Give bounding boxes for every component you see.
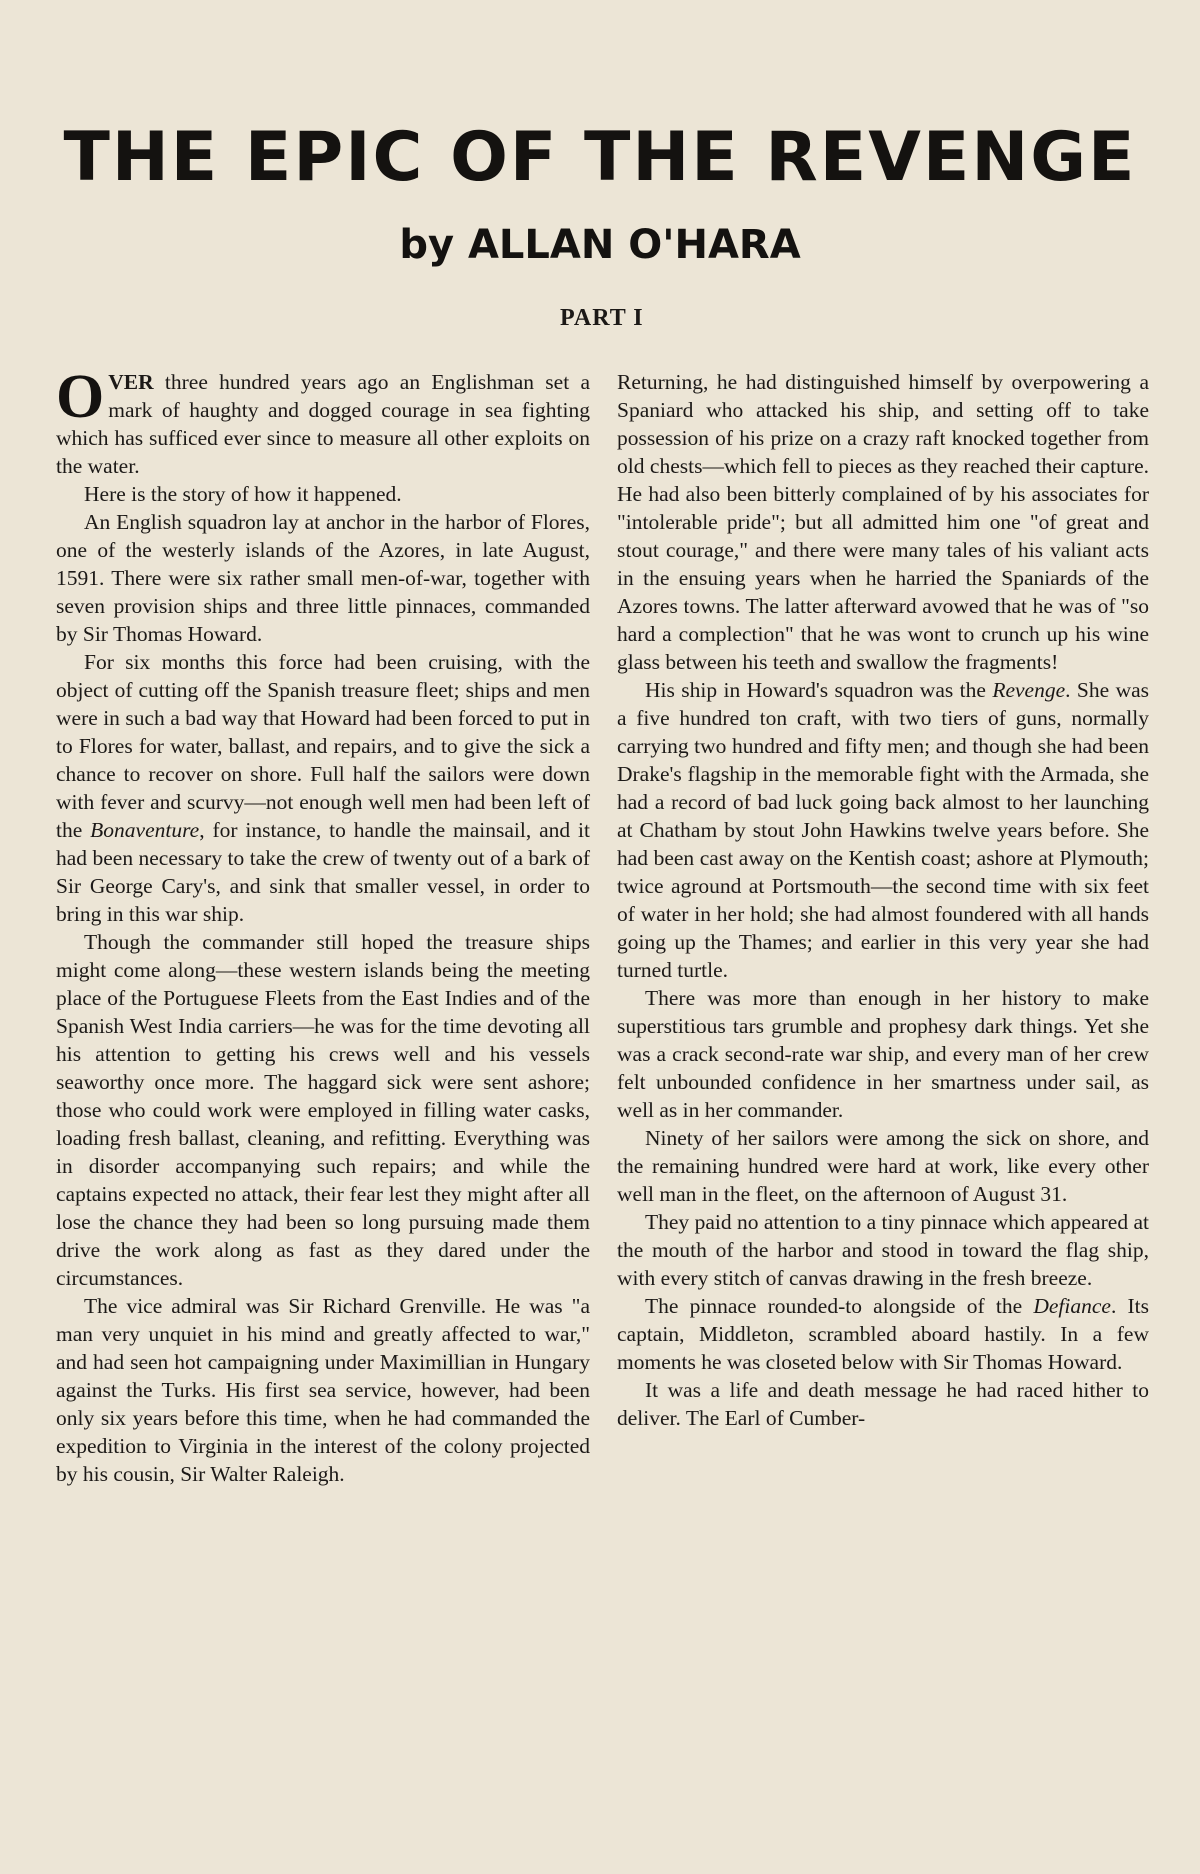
paragraph: The vice admiral was Sir Richard Grenville. He was "a man very unquiet in his mind and greatly affected to war," and had seen hot campaigning under Maximillian in Hungary against the Turks. His first sea service, however, had been only six years before this time, when he had commanded the expedition to Virginia in the interest of the colony projected by his cousin, Sir Walter Raleigh. — [56, 1294, 590, 1486]
paragraph: There was more than enough in her history to make superstitious tars grumble and prophesy dark things. Yet she was a crack second-rate war ship, and every man of her crew felt unbounded confidence in her smartness under sail, as well as in her commander. — [617, 986, 1149, 1122]
right-column — [617, 368, 1149, 1432]
paragraph: They paid no attention to a tiny pinnace which appeared at the mouth of the harbor and stood in toward the flag ship, with every stitch of canvas drawing in the fresh breeze. — [617, 1210, 1149, 1290]
paragraph: Returning, he had distinguished himself by overpowering a Spaniard who attacked his ship, and setting off to take possession of his prize on a crazy raft knocked together from old chests—which fell to pieces as they reached their capture. He had also been bitterly complained of by his associates for "intolerable pride"; but all admitted him one "of great and stout courage," and there were many tales of his valiant acts in the ensuing years when he harried the Spaniards of the Azores towns. The latter afterward avowed that he was of "so hard a complection" that he was wont to crunch up his wine glass between his teeth and swallow the fragments! — [617, 370, 1149, 674]
paragraph-text: His ship in Howard's squadron was the — [645, 678, 993, 702]
paragraph-text: , for instance, to handle the mainsail, and it had been necessary to take the crew of twenty out of a bark of Sir George Cary's, and sink that smaller vessel, in order to bring in this war ship. — [56, 818, 590, 926]
paragraph — [56, 363, 590, 480]
paragraph — [617, 1292, 1149, 1376]
paragraph-text: For six months this force had been cruising, with the object of cutting off the Spanish treasure fleet; ships and men were in such a bad way that Howard had been forced to put in to Flores for water, ballast, and repairs, and to give the sick a chance to recover on shore. Full half the sailors were down with fever and scurvy—not enough well men had been left of the — [56, 650, 590, 842]
paragraph-text: . She was a five hundred ton craft, with two tiers of guns, normally carrying two hundred and fifty men; and though she had been Drake's flagship in the memorable fight with the Armada, she had a record of bad luck going back almost to her launching at Chatham by stout John Hawkins twelve years before. She had been cast away on the Kentish coast; ashore at Plymouth; twice aground at Portsmouth—the second time with six feet of water in her hold; she had almost foundered with all hands going up the Thames; and earlier in this very year she had turned turtle. — [617, 678, 1150, 982]
paragraph — [617, 676, 1149, 984]
paragraph-text: . Its captain, Middleton, scrambled aboard hastily. In a few moments he was closeted below with Sir Thomas Howard. — [617, 1294, 1149, 1374]
paragraph: An English squadron lay at anchor in the harbor of Flores, one of the westerly islands of the Azores, in late August, 1591. There were six rather small men-of-war, together with seven provision ships and three little pinnaces, commanded by Sir Thomas Howard. — [56, 510, 590, 646]
part-heading: PART I — [560, 305, 644, 331]
paragraph-text: The pinnace rounded-to alongside of the — [645, 1294, 1034, 1318]
paragraph: Ninety of her sailors were among the sick on shore, and the remaining hundred were hard at work, like every other well man in the fleet, on the afternoon of August 31. — [617, 1126, 1149, 1206]
ship-name: Revenge — [992, 678, 1066, 702]
lead-in: VER — [108, 370, 154, 394]
paragraph: Though the commander still hoped the treasure ships might come along—these western islands being the meeting place of the Portuguese Fleets from the East Indies and of the Spanish West India carriers—he was for the time devoting all his attention to getting his crews well and his vessels seaworthy once more. The haggard sick were sent ashore; those who could work were employed in filling water casks, loading fresh ballast, cleaning, and refitting. Everything was in disorder accompanying such repairs; and while the captains expected no attack, their fear lest they might after all lose the chance they had been so long pursuing made them drive the work along as fast as they dared under the circumstances. — [56, 930, 590, 1290]
paragraph-text: three hundred years ago an Englishman set a mark of haughty and dogged courage in sea fighting which has sufficed ever since to measure all other exploits on the water. — [56, 370, 590, 478]
ship-name: Bonaventure — [90, 818, 200, 842]
drop-cap: O — [56, 363, 105, 431]
left-column — [56, 363, 590, 1488]
paragraph: Here is the story of how it happened. — [84, 482, 402, 506]
article-title: THE EPIC OF THE REVENGE — [63, 118, 1137, 197]
paragraph: It was a life and death message he had raced hither to deliver. The Earl of Cumber- — [617, 1378, 1149, 1430]
article-byline: by ALLAN O'HARA — [399, 222, 801, 268]
ship-name: Defiance — [1033, 1294, 1111, 1318]
paragraph — [56, 648, 590, 928]
